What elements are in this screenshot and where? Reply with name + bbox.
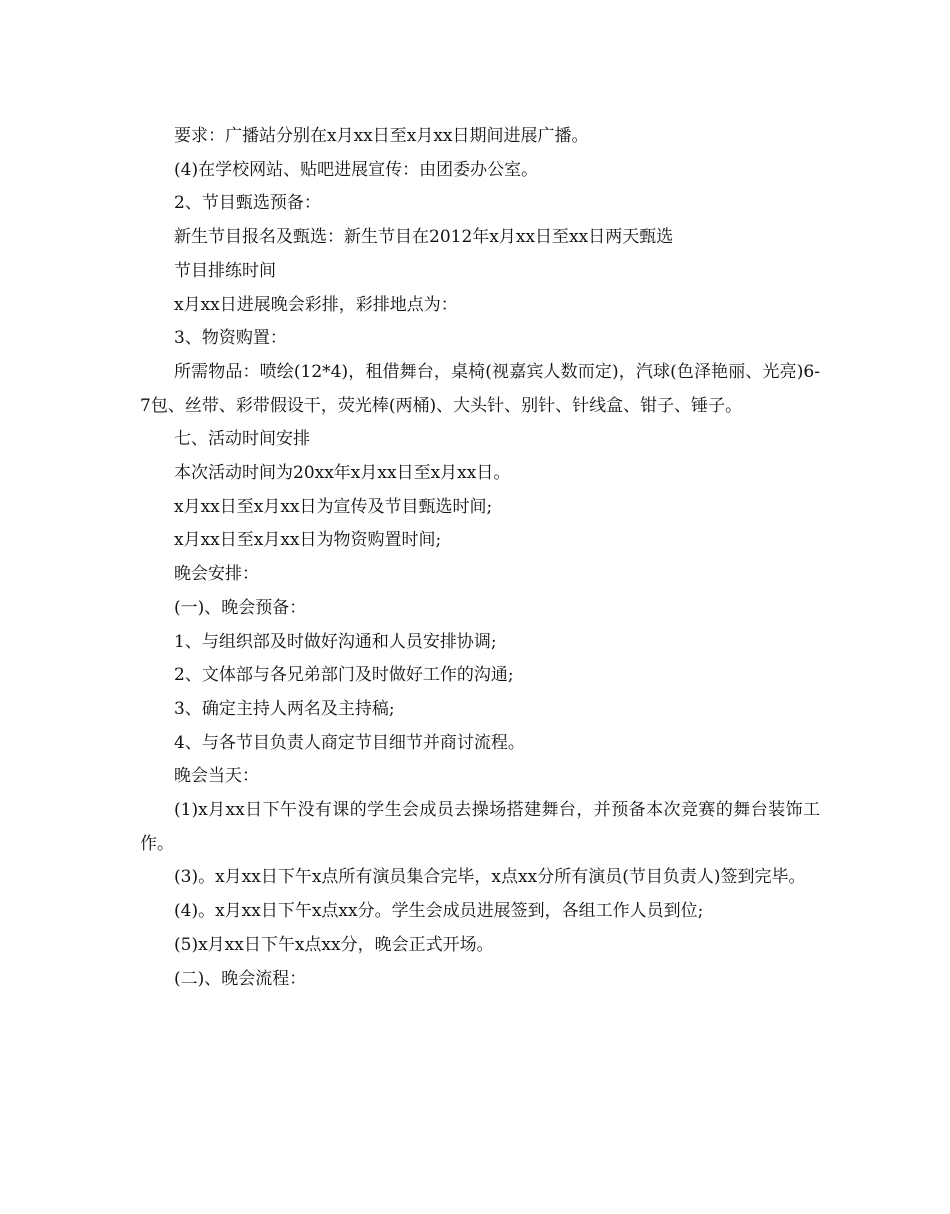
paragraph-day-item-4: (4)。x月xx日下午x点xx分。学生会成员进展签到，各组工作人员到位; xyxy=(174,901,704,922)
paragraph-website-publicity: (4)在学校网站、贴吧进展宣传：由团委办公室。 xyxy=(174,159,539,180)
paragraph-program-selection-heading: 2、节目甄选预备： xyxy=(174,193,321,214)
paragraph-rehearsal-time: 节目排练时间 xyxy=(174,260,276,281)
paragraph-gala-arrangement: 晚会安排： xyxy=(174,564,259,585)
paragraph-day-item-3: (3)。x月xx日下午x点所有演员集合完毕，x点xx分所有演员(节目负责人)签到完毕。 xyxy=(174,867,806,888)
paragraph-purchase-period: x月xx日至x月xx日为物资购置时间; xyxy=(174,530,442,551)
paragraph-prep-item-1: 1、与组织部及时做好沟通和人员安排协调; xyxy=(174,631,497,652)
paragraph-activity-period: 本次活动时间为20xx年x月xx日至x月xx日。 xyxy=(174,463,511,484)
paragraph-program-registration: 新生节目报名及甄选：新生节目在2012年x月xx日至xx日两天甄选 xyxy=(174,227,674,248)
paragraph-prep-item-2: 2、文体部与各兄弟部门及时做好工作的沟通; xyxy=(174,665,514,686)
paragraph-materials-heading: 3、物资购置： xyxy=(174,328,287,349)
paragraph-broadcast-requirement: 要求：广播站分别在x月xx日至x月xx日期间进展广播。 xyxy=(174,126,589,146)
paragraph-gala-flow-heading: (二)、晚会流程： xyxy=(174,968,307,989)
document-body xyxy=(140,120,820,996)
paragraph-rehearsal-venue: x月xx日进展晚会彩排，彩排地点为： xyxy=(174,294,458,315)
paragraph-day-item-5: (5)x月xx日下午x点xx分，晚会正式开场。 xyxy=(174,934,494,955)
paragraph-gala-day: 晚会当天： xyxy=(174,766,259,787)
paragraph-materials-list: 所需物品：喷绘(12*4)，租借舞台，桌椅(视嘉宾人数而定)，汽球(色泽艳丽、光亮)6-7包、丝带、彩带假设干，荧光棒(两桶)、大头针、别针、针线盒、钳子、锤子。 xyxy=(140,361,820,416)
paragraph-gala-preparation: (一)、晚会预备： xyxy=(174,597,307,618)
paragraph-publicity-period: x月xx日至x月xx日为宣传及节目甄选时间; xyxy=(174,496,493,517)
paragraph-day-item-1: (1)x月xx日下午没有课的学生会成员去操场搭建舞台，并预备本次竞赛的舞台装饰工作。 xyxy=(140,800,820,854)
paragraph-prep-item-4: 4、与各节目负责人商定节目细节并商讨流程。 xyxy=(174,732,525,753)
paragraph-prep-item-3: 3、确定主持人两名及主持稿; xyxy=(174,698,395,719)
paragraph-schedule-heading: 七、活动时间安排 xyxy=(174,429,310,450)
